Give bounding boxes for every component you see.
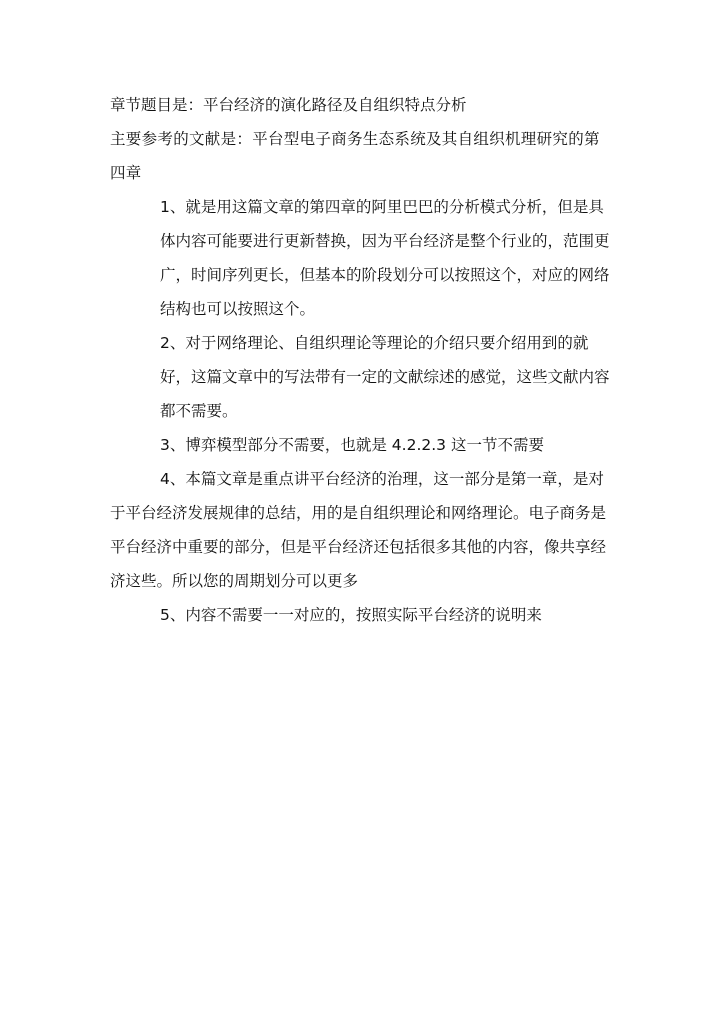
item-text: 内容不需要一一对应的，按照实际平台经济的说明来 — [185, 606, 542, 624]
item-number: 4、 — [160, 470, 186, 488]
reference-line: 主要参考的文献是：平台型电子商务生态系统及其自组织机理研究的第四章 — [110, 130, 600, 182]
item-number: 2、 — [160, 334, 186, 352]
document-page — [110, 88, 615, 632]
item-text: 对于网络理论、自组织理论等理论的介绍只要介绍用到的就好，这篇文章中的写法带有一定的文献综述的感觉，这些文献内容都不需要。 — [160, 334, 610, 420]
list-item — [110, 598, 615, 632]
item-text: 博弈模型部分不需要，也就是 4.2.2.3 这一节不需要 — [185, 436, 544, 454]
list-item — [110, 190, 615, 326]
item-text: 就是用这篇文章的第四章的阿里巴巴的分析模式分析，但是具体内容可能要进行更新替换，因为平台经济是整个行业的，范围更广，时间序列更长，但基本的阶段划分可以按照这个，对应的网络结构也可以按照这个。 — [160, 198, 610, 318]
list-item — [110, 462, 615, 598]
item-number: 1、 — [160, 198, 186, 216]
item-number: 3、 — [160, 436, 186, 454]
item-text: 本篇文章是重点讲平台经济的治理，这一部分是第一章，是对于平台经济发展规律的总结，用的是自组织理论和网络理论。电子商务是平台经济中重要的部分，但是平台经济还包括很多其他的内容，像共享经济这些。所以您的周期划分可以更多 — [110, 470, 607, 590]
item-number: 5、 — [160, 606, 186, 624]
list-item — [110, 428, 615, 462]
list-item — [110, 326, 615, 428]
chapter-title: 章节题目是：平台经济的演化路径及自组织特点分析 — [110, 96, 467, 114]
